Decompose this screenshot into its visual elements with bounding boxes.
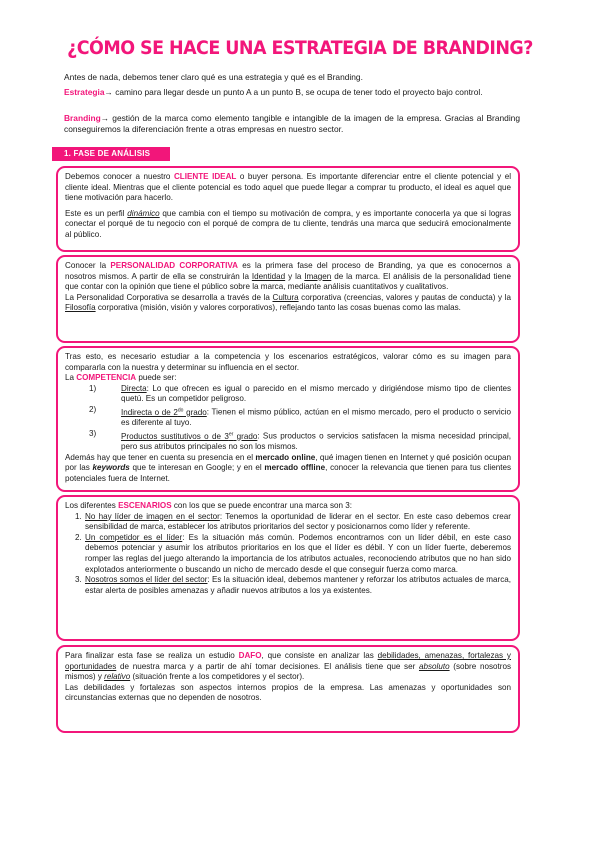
competencia-box <box>56 346 520 492</box>
list-item-term: Productos sustitutivos o de 3 <box>121 431 229 441</box>
box2-paragraph-2: La Personalidad Corporativa se desarrolla a través de la Cultura corporativa (creencias, valores y pautas de conducta) y la Filosofía corporativa (misión, visión y valores corporativos), reflejando tanto las cosas buenas como las malas. <box>65 292 511 313</box>
imagen-term: Imagen <box>304 271 332 281</box>
escenarios-lead: Los diferentes ESCENARIOS con los que se puede encontrar una marca son 3: <box>65 501 353 510</box>
dafo-terms: debilidades, amenazas, fortalezas y oportunidades <box>65 651 511 671</box>
list-item: 1. No hay líder de imagen en el sector: Tenemos la oportunidad de liderar en el sector. En este caso debemos crear sensibilidad de marca, establecer los atributos prioritarios del sector y posicionarnos como líder y referente. <box>75 511 511 532</box>
list-item-term: Un competidor es el líder <box>85 532 183 542</box>
list-item-term: No hay líder de imagen en el sector <box>85 511 220 521</box>
box1-paragraph-1: Debemos conocer a nuestro CLIENTE IDEAL o buyer persona. Es importante diferenciar entre el cliente potencial y el cliente ideal. Mientras que el cliente potencial es todo aquel que puede llegar a comprar tu producto, el ideal es aquel que tiene motivación para hacerlo. <box>65 172 512 203</box>
section-heading: 1. FASE DE ANÁLISIS <box>52 147 170 161</box>
estrategia-definition <box>64 87 520 98</box>
escenarios-keyword: ESCENARIOS <box>118 501 172 510</box>
list-item: 3) Productos sustitutivos o de 3er grado: Sus productos o servicios satisfacen la misma necesidad principal, pero sus atributos principales no son los mismos. <box>89 428 511 452</box>
absoluto-term: absoluto <box>418 661 450 671</box>
filosofia-term: Filosofía <box>65 303 96 313</box>
cliente-ideal-box <box>56 166 520 252</box>
intro-text: Antes de nada, debemos tener claro qué es una estrategia y qué es el Branding. <box>64 72 363 82</box>
mercado-online-term: mercado online <box>255 452 316 462</box>
cliente-ideal-keyword: CLIENTE IDEAL <box>173 172 237 181</box>
branding-definition <box>64 113 520 136</box>
competencia-keyword: COMPETENCIA <box>76 373 137 383</box>
relativo-term: relativo <box>104 672 131 682</box>
box1-paragraph-2: Este es un perfil dinámico que cambia con el tiempo su motivación de compra, y es importante conocerla ya que si logras conectar el porqué de tu negocio con el porqué de compra de tu cliente, tendrás una marca que seducirá emocionalmente al público. <box>65 208 511 239</box>
dafo-box <box>56 645 520 733</box>
list-item-term: Nosotros somos el líder del sector <box>85 575 208 585</box>
box2-paragraph-1: Conocer la PERSONALIDAD CORPORATIVA es la primera fase del proceso de Branding, ya que es conocernos a nosotros mismos. A partir de ella se construirán la Identidad y la Imagen de la marca. El análisis de la personalidad tiene que contar con la opinión que tiene el público sobre la marca, mediante análisis cuantitativos y cualitativos. <box>65 261 511 292</box>
box3-online-offline: Además hay que tener en cuenta su presencia en el mercado online, qué imagen tienen en Internet y qué posición ocupan por las keywords que te interesan en Google; y en el mercado offline, conocer la relevancia que tienen para tus clientes potenciales fuera de Internet. <box>65 452 511 483</box>
list-item: 2) Indirecta o de $2^{do}$ grado: Tienen el mismo público, actúan en el mismo mercado, pero el producto o servicio es diferente al tuyo. <box>89 404 511 428</box>
estrategia-label: Estrategia <box>64 87 105 97</box>
estrategia-text: → camino para llegar desde un punto A a un punto B, se ocupa de tener todo el proyecto bajo control. <box>104 87 483 97</box>
dafo-keyword: DAFO <box>238 651 262 660</box>
list-item: 2. Un competidor es el líder: Es la situación más común. Podemos encontrarnos con un líder débil, en este caso debemos potenciar y asumir los atributos prioritarios en los que el líder es débil. Y con un líder fuerte, deberemos romper las reglas del juego alterando la importancia de los atributos actuales, reconociendo atributos que no han sido explotados anteriormente o buscando un nicho de mercado desde el que conseguir fuerza como marca. <box>75 532 511 574</box>
branding-text: → gestión de la marca como elemento tangible e intangible de la imagen de la empresa. Gracias al Branding conseguiremos la diferenciación frente a otras empresas en nuestro sector. <box>64 113 520 135</box>
box5-paragraph-2: Las debilidades y fortalezas son aspectos internos propios de la empresa. Las amenazas y oportunidades son circunstancias externas que no dependen de nosotros. <box>65 682 511 703</box>
personalidad-box <box>56 255 520 343</box>
personalidad-keyword: PERSONALIDAD CORPORATIVA <box>110 261 238 270</box>
box3-intro: Tras esto, es necesario estudiar a la competencia y los escenarios estratégicos, valorar cómo es su imagen para compararla con la nuestra y determinar su influencia en el sector. <box>65 352 511 372</box>
branding-label: Branding <box>64 113 101 123</box>
identidad-term: Identidad <box>251 271 286 281</box>
list-item-term: Directa <box>121 383 147 393</box>
list-item-term: Indirecta o de 2 <box>121 407 178 417</box>
page-title: ¿CÓMO SE HACE UNA ESTRATEGIA DE BRANDING? <box>67 37 533 59</box>
box5-paragraph-1: Para finalizar esta fase se realiza un estudio DAFO, que consiste en analizar las debilidades, amenazas, fortalezas y oportunidades de nuestra marca y a partir de ahí tomar decisiones. El análisis tiene que ser absoluto (sobre nosotros mismos) y relativo (situación frente a los competidores y el sector). <box>65 651 511 682</box>
competencia-lead: La COMPETENCIA puede ser: <box>65 373 177 383</box>
escenarios-box <box>56 495 520 641</box>
intro-paragraph <box>64 72 520 83</box>
mercado-offline-term: mercado offline <box>264 463 326 473</box>
dinamico-term: dinámico <box>127 208 160 218</box>
list-item: 1) Directa: Lo que ofrecen es igual o parecido en el mismo mercado y dirigiéndose mismo tipo de clientes quetú. Es un competidor peligroso. <box>89 383 511 404</box>
cultura-term: Cultura <box>272 292 299 302</box>
list-item: 3. Nosotros somos el líder del sector: Es la situación ideal, debemos mantener y reforzar los atributos actuales de marca, estar alerta de posibles amenazas y añadir nuevos atributos a los ya existentes. <box>75 575 512 595</box>
keywords-term: keywords <box>92 463 130 473</box>
